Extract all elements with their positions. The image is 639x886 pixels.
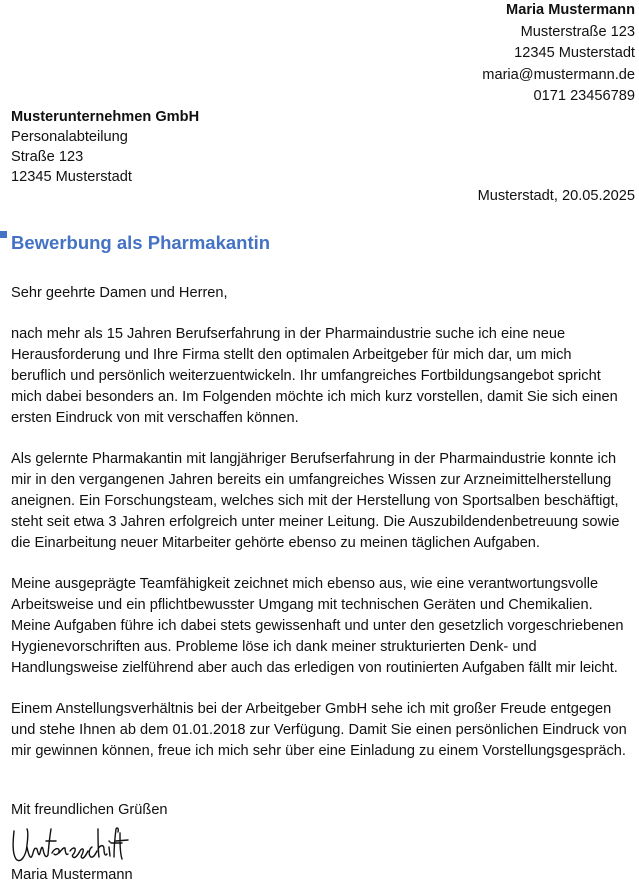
sender-address-block (482, 0, 635, 108)
paragraph-4 (11, 699, 639, 762)
letter-subject: Bewerbung als Pharmakantin (11, 232, 271, 253)
paragraph-1 (11, 324, 639, 429)
body-line: ersten Eindruck von mit verschaffen können. (11, 410, 299, 426)
recipient-street: Straße 123 (11, 149, 84, 165)
letter-date: Musterstadt, 20.05.2025 (477, 188, 635, 204)
paragraph-2 (11, 449, 639, 554)
body-line: Arbeitsweise und ein pflichtbewusster Umgang mit technischen Geräten und Chemikalien. (11, 597, 593, 613)
closing-phrase: Mit freundlichen Grüßen (11, 802, 168, 818)
body-line: Hygienevorschriften aus. Probleme löse ich dank meiner strukturierten Denk- und (11, 639, 537, 655)
recipient-address-block (11, 107, 199, 187)
body-line: Als gelernte Pharmakantin mit langjähriger Berufserfahrung in der Pharmaindustrie konnte ich (11, 451, 617, 467)
body-line: mir in den vergangenen Jahren bereits ein umfangreiches Wissen zur Arzneimittelherstellung (11, 472, 612, 488)
body-line: Meine ausgeprägte Teamfähigkeit zeichnet mich ebenso aus, wie eine verantwortungsvolle (11, 576, 599, 592)
recipient-city: 12345 Musterstadt (11, 169, 132, 185)
sender-street: Musterstraße 123 (520, 23, 635, 40)
body-line: Einem Anstellungsverhältnis bei der Arbeitgeber GmbH sehe ich mit großer Freude entgegen (11, 701, 612, 717)
body-line: aneignen. Ein Forschungsteam, welches sich mit der Herstellung von Sportsalben beschäftigt, (11, 493, 619, 509)
body-line: steht seit etwa 3 Jahren erfolgreich unter meiner Leitung. Die Auszubildendenbetreuung sowie (11, 514, 620, 530)
heading-marker (0, 231, 7, 238)
sender-name: Maria Mustermann (506, 2, 635, 18)
body-line: beruflich und persönlich weiterzuentwickeln. Ihr umfangreiches Fortbildungsangebot spricht (11, 368, 601, 384)
signer-name: Maria Mustermann (11, 867, 133, 883)
body-line: mich dabei besonders an. Im Folgenden möchte ich mich kurz vorstellen, damit Sie sich einen (11, 389, 618, 405)
body-line: Meine Aufgaben führe ich dabei stets gewissenhaft und unter den gesetzlich vorgeschriebenen (11, 618, 624, 634)
salutation: Sehr geehrte Damen und Herren, (11, 285, 228, 301)
body-line: die Einarbeitung neuer Mitarbeiter gehörte ebenso zu meinen täglichen Aufgaben. (11, 535, 540, 551)
body-line: nach mehr als 15 Jahren Berufserfahrung in der Pharmaindustrie suche ich eine neue (11, 326, 566, 342)
sender-phone: 0171 23456789 (533, 88, 635, 104)
body-line: Herausforderung und Ihre Firma stellt den optimalen Arbeitgeber für mich dar, um mich (11, 347, 572, 363)
sender-city: 12345 Musterstadt (514, 45, 635, 61)
sender-email: maria@mustermann.de (482, 66, 635, 83)
body-line: mir gewinnen können, freue ich mich sehr über eine Einladung zu einem Vorstellungsgespräch. (11, 743, 626, 759)
letter-body (11, 283, 639, 782)
body-line: und stehe Ihnen ab dem 01.01.2018 zur Verfügung. Damit Sie einen persönlichen Eindruck von (11, 722, 627, 738)
paragraph-3 (11, 574, 639, 679)
body-line: Handlungsweise zielführend aber auch das erledigen von routinierten Aufgaben fällt mir leicht. (11, 660, 618, 676)
recipient-company: Musterunternehmen GmbH (11, 109, 200, 125)
recipient-department: Personalabteilung (11, 129, 128, 145)
handwritten-signature (10, 823, 130, 865)
